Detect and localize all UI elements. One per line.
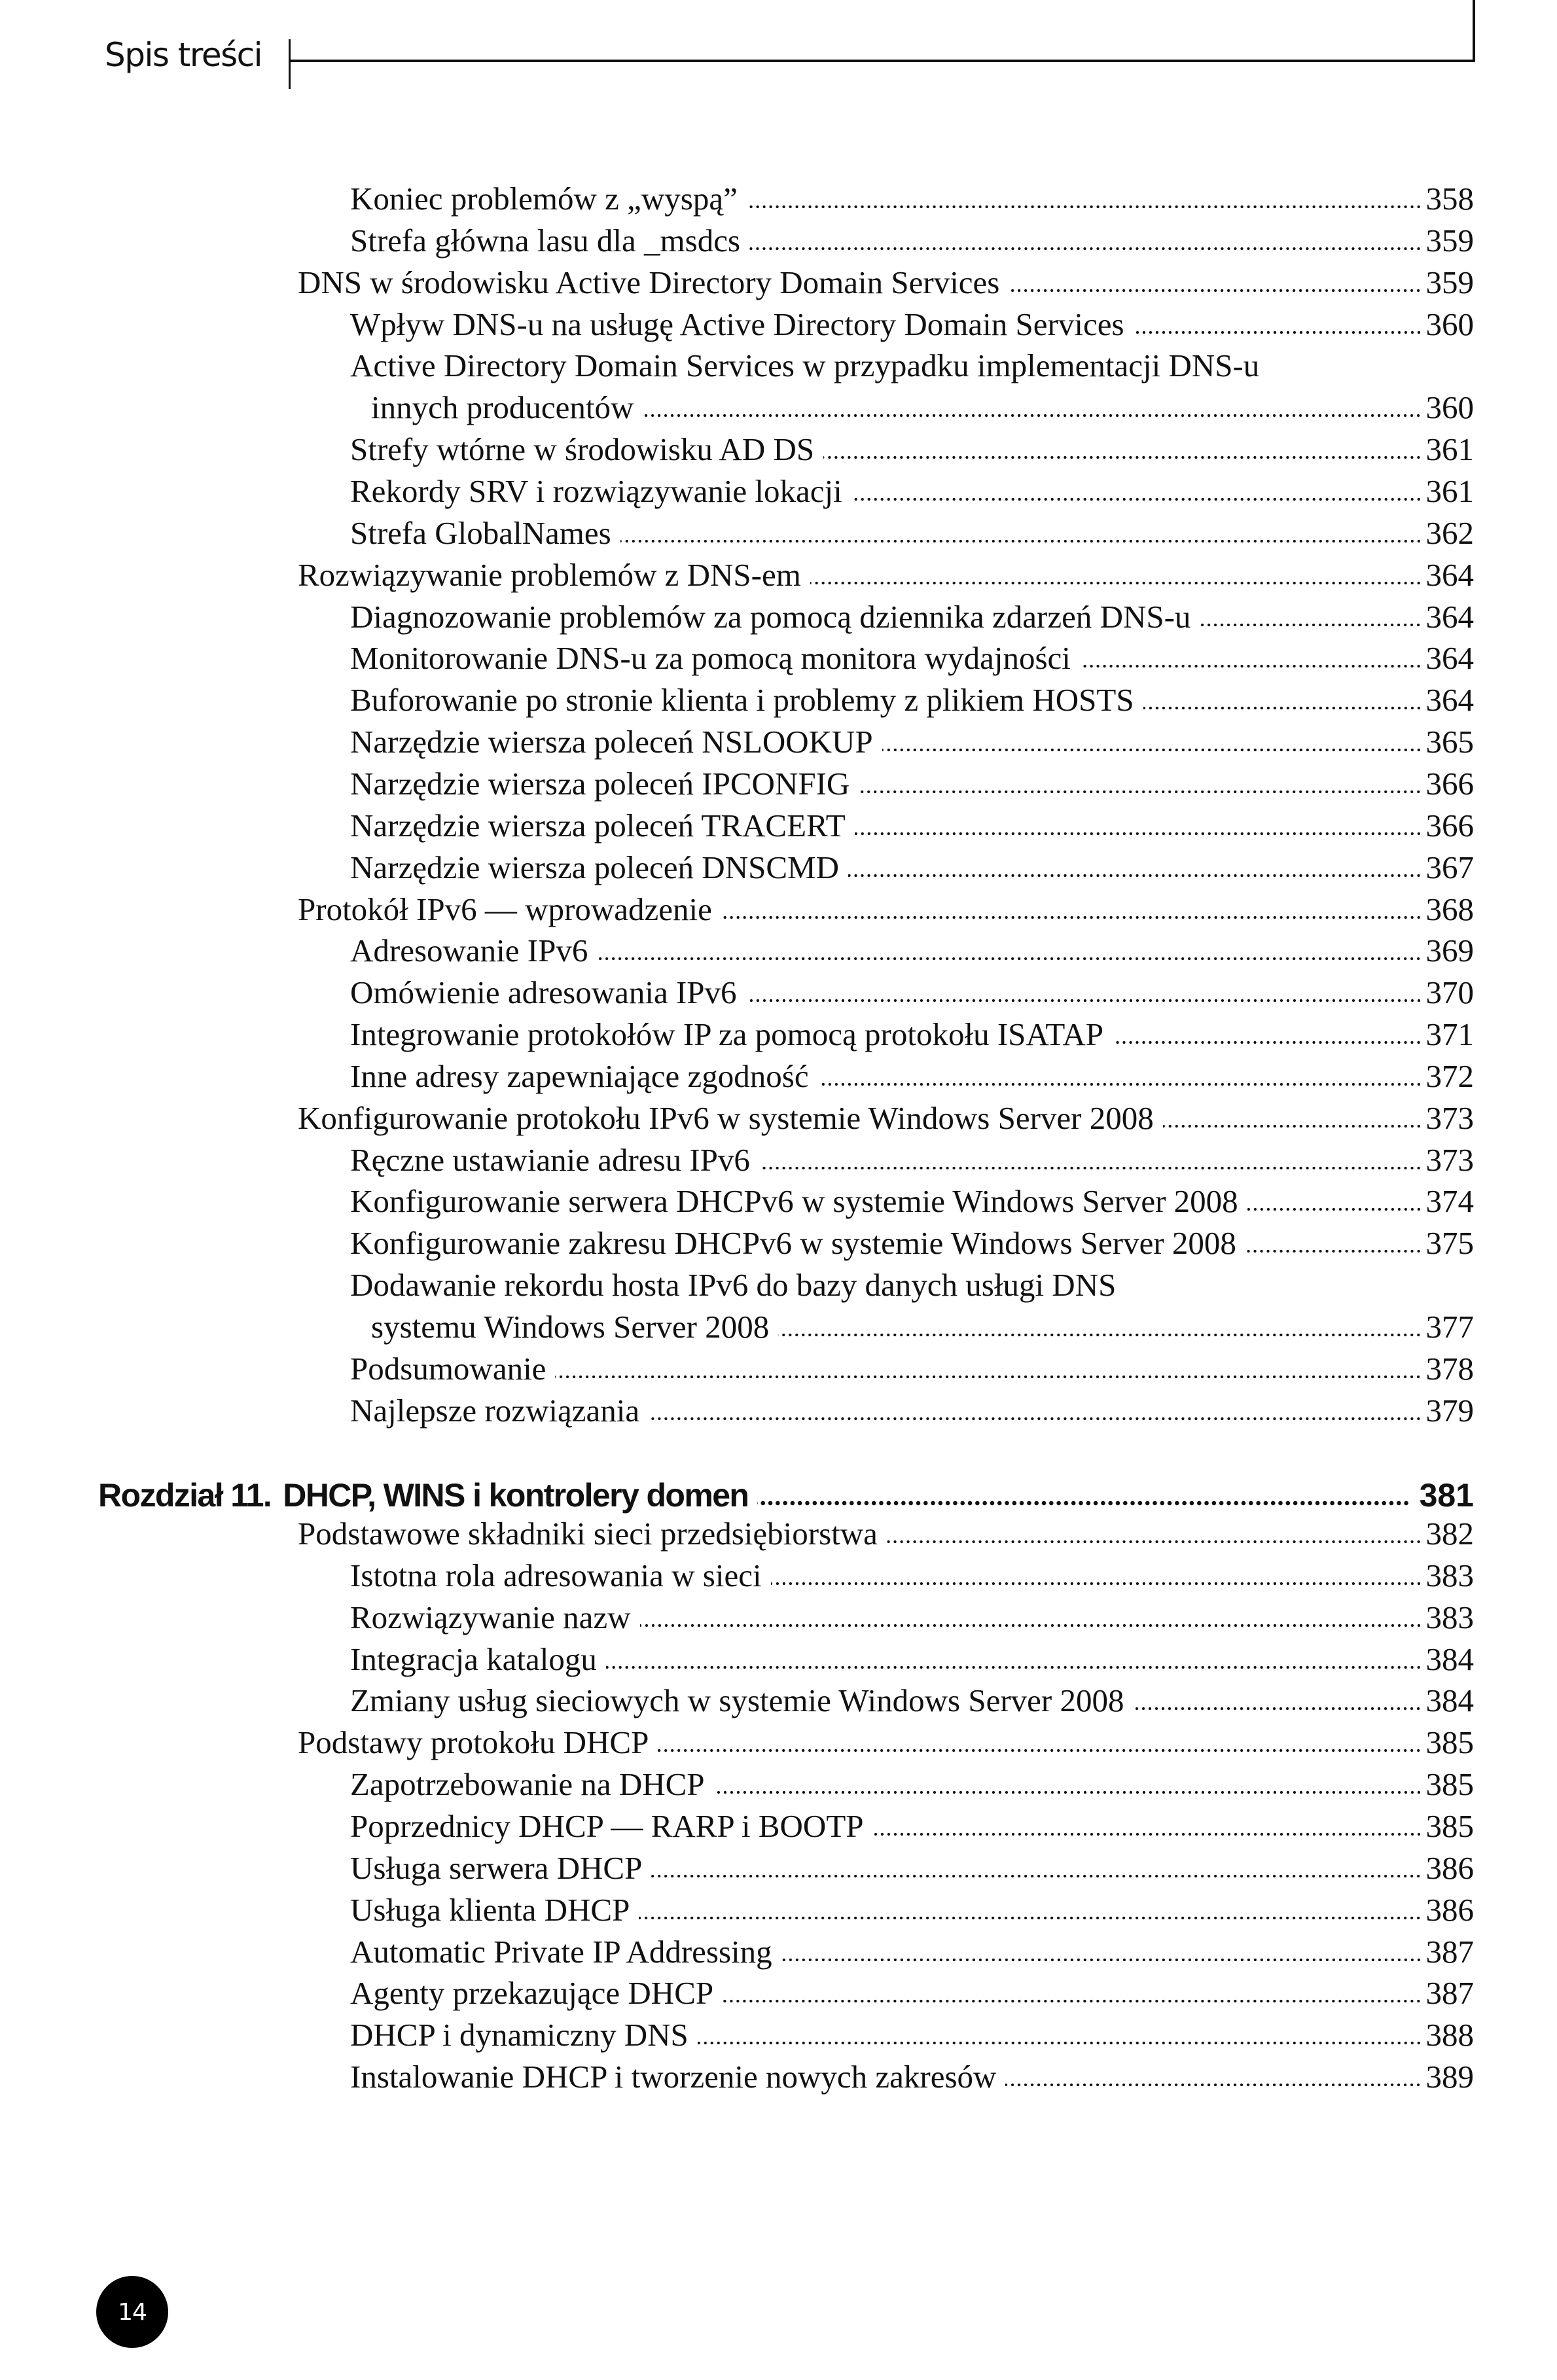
dot-leader bbox=[714, 1790, 1422, 1794]
toc-entry[interactable] bbox=[298, 1513, 1474, 1555]
toc-entry[interactable] bbox=[350, 1847, 1474, 1889]
toc-entry-title: Zmiany usług sieciowych w systemie Windows Server 2008 bbox=[350, 1682, 1124, 1719]
toc-entry-wrapped[interactable] bbox=[350, 345, 1474, 387]
toc-entry-page-number: 389 bbox=[1425, 2059, 1474, 2095]
dot-leader bbox=[723, 1999, 1422, 2003]
toc-entry[interactable] bbox=[350, 304, 1474, 346]
toc-entry-title: Buforowanie po stronie klienta i problemy z plikiem HOSTS bbox=[350, 682, 1134, 719]
toc-entry-page-number: 368 bbox=[1425, 891, 1474, 927]
toc-entry-title: Integrowanie protokołów IP za pomocą protokołu ISATAP bbox=[350, 1016, 1103, 1052]
dot-leader bbox=[859, 790, 1422, 794]
toc-entry-title: Automatic Private IP Addressing bbox=[350, 1933, 772, 1970]
toc-entry[interactable] bbox=[350, 763, 1474, 805]
toc-entry[interactable] bbox=[350, 1680, 1474, 1722]
toc-entry-page-number: 362 bbox=[1425, 514, 1474, 551]
toc-entry[interactable] bbox=[350, 805, 1474, 847]
toc-entry-title: Diagnozowanie problemów za pomocą dziennika zdarzeń DNS-u bbox=[350, 598, 1191, 635]
dot-leader bbox=[597, 957, 1422, 961]
dot-leader bbox=[1245, 1249, 1422, 1253]
toc-entry-page-number: 379 bbox=[1425, 1392, 1474, 1429]
toc-entry-title: Instalowanie DHCP i tworzenie nowych zakresów bbox=[350, 2059, 997, 2095]
toc-entry-title: Strefa główna lasu dla _msdcs bbox=[350, 222, 741, 258]
header-rule bbox=[289, 60, 1475, 62]
dot-leader bbox=[639, 1916, 1422, 1920]
header-tick-divider bbox=[289, 39, 291, 89]
toc-entry-title: Monitorowanie DNS-u za pomocą monitora wydajności bbox=[350, 640, 1071, 677]
dot-leader bbox=[757, 1501, 1410, 1506]
toc-entry-page-number: 385 bbox=[1425, 1724, 1474, 1761]
dot-leader bbox=[620, 539, 1422, 543]
toc-entry-page-number: 387 bbox=[1425, 1933, 1474, 1970]
toc-entry[interactable] bbox=[350, 596, 1474, 638]
toc-entry-title: Agenty przekazujące DHCP bbox=[350, 1975, 714, 2012]
dot-leader bbox=[651, 1874, 1422, 1878]
toc-entry[interactable] bbox=[350, 1390, 1474, 1432]
toc-entry[interactable] bbox=[350, 847, 1474, 889]
dot-leader bbox=[747, 205, 1422, 209]
toc-entry-title: Active Directory Domain Services w przypadku implementacji DNS-u bbox=[350, 347, 1260, 384]
dot-leader bbox=[882, 748, 1422, 752]
dot-leader bbox=[1200, 623, 1422, 627]
dot-leader bbox=[640, 1624, 1422, 1627]
toc-entry[interactable] bbox=[350, 1014, 1474, 1056]
toc-entry-page-number: 364 bbox=[1425, 598, 1474, 635]
toc-entry-title: DHCP i dynamiczny DNS bbox=[350, 2017, 689, 2053]
toc-entry-title: Zapotrzebowanie na DHCP bbox=[350, 1766, 705, 1803]
running-head-title: Spis treści bbox=[105, 36, 262, 74]
dot-leader bbox=[555, 1375, 1422, 1379]
toc-entry[interactable] bbox=[350, 429, 1474, 471]
dot-leader bbox=[1134, 330, 1422, 334]
toc-entry-title: Usługa klienta DHCP bbox=[350, 1891, 630, 1928]
toc-entry[interactable] bbox=[350, 178, 1474, 220]
toc-entry[interactable] bbox=[298, 1722, 1474, 1764]
toc-entry[interactable] bbox=[350, 471, 1474, 512]
dot-leader bbox=[1143, 706, 1422, 710]
toc-entry-page-number: 359 bbox=[1425, 264, 1474, 300]
toc-entry[interactable] bbox=[350, 1222, 1474, 1264]
toc-entry-page-number: 372 bbox=[1425, 1057, 1474, 1094]
page-number-badge bbox=[96, 2276, 168, 2348]
toc-entry[interactable] bbox=[350, 1555, 1474, 1597]
dot-leader bbox=[698, 2041, 1422, 2045]
toc-entry-page-number: 373 bbox=[1425, 1141, 1474, 1178]
dot-leader bbox=[1113, 1040, 1422, 1044]
dot-leader bbox=[649, 1417, 1422, 1421]
dot-leader bbox=[1009, 289, 1422, 293]
toc-entry-page-number: 358 bbox=[1425, 181, 1474, 217]
toc-entry-title: Omówienie adresowania IPv6 bbox=[350, 974, 737, 1011]
toc-entry-title: Narzędzie wiersza poleceń IPCONFIG bbox=[350, 765, 850, 802]
toc-entry-title: Strefy wtórne w środowisku AD DS bbox=[350, 431, 815, 468]
dot-leader bbox=[887, 1540, 1422, 1544]
toc-entry-page-number: 374 bbox=[1425, 1183, 1474, 1220]
toc-entry-page-number: 377 bbox=[1425, 1309, 1474, 1345]
toc-entry-page-number: 385 bbox=[1425, 1766, 1474, 1803]
toc-entry-title: Integracja katalogu bbox=[350, 1641, 597, 1677]
toc-entry-title: DNS w środowisku Active Directory Domain Services bbox=[298, 264, 1000, 300]
toc-entry-page-number: 361 bbox=[1425, 431, 1474, 468]
toc-entry-page-number: 386 bbox=[1425, 1849, 1474, 1886]
dot-leader bbox=[771, 1582, 1422, 1586]
toc-entry-title: Dodawanie rekordu hosta IPv6 do bazy danych usługi DNS bbox=[350, 1267, 1117, 1304]
toc-entry[interactable] bbox=[350, 1597, 1474, 1639]
toc-entry[interactable] bbox=[298, 889, 1474, 931]
toc-entry-page-number: 364 bbox=[1425, 640, 1474, 677]
toc-entry[interactable] bbox=[298, 554, 1474, 596]
toc-entry-page-number: 383 bbox=[1425, 1599, 1474, 1635]
toc-entry-page-number: 365 bbox=[1425, 724, 1474, 760]
toc-entry-title: Konfigurowanie protokołu IPv6 w systemie Windows Server 2008 bbox=[298, 1099, 1154, 1136]
toc-entry[interactable] bbox=[350, 972, 1474, 1014]
dot-leader bbox=[1133, 1707, 1422, 1711]
toc-entry-title: Strefa GlobalNames bbox=[350, 514, 611, 551]
toc-entry-page-number: 387 bbox=[1425, 1975, 1474, 2012]
toc-entry[interactable] bbox=[371, 1306, 1474, 1348]
toc-entry-page-number: 359 bbox=[1425, 222, 1474, 258]
toc-entry-page-number: 366 bbox=[1425, 807, 1474, 844]
toc-entry-page-number: 369 bbox=[1425, 932, 1474, 969]
toc-entry[interactable] bbox=[350, 1139, 1474, 1181]
toc-entry[interactable] bbox=[298, 1097, 1474, 1139]
toc-entry[interactable] bbox=[350, 1181, 1474, 1222]
chapter-page-number: 381 bbox=[1419, 1477, 1474, 1514]
toc-chapter-heading[interactable] bbox=[98, 1474, 1474, 1516]
dot-leader bbox=[781, 1958, 1422, 1962]
toc-entry-title: Podstawy protokołu DHCP bbox=[298, 1724, 649, 1761]
chapter-label: Rozdział 11. bbox=[98, 1477, 272, 1514]
dot-leader bbox=[848, 874, 1422, 878]
dot-leader bbox=[658, 1749, 1422, 1752]
dot-leader bbox=[749, 247, 1422, 251]
dot-leader bbox=[1080, 664, 1422, 668]
dot-leader bbox=[851, 497, 1422, 501]
toc-entry-page-number: 384 bbox=[1425, 1641, 1474, 1677]
toc-entry-title: Protokół IPv6 — wprowadzenie bbox=[298, 891, 712, 927]
toc-entry[interactable] bbox=[371, 387, 1474, 429]
toc-entry-page-number: 364 bbox=[1425, 556, 1474, 593]
toc-entry[interactable] bbox=[350, 2056, 1474, 2098]
toc-entry-title: Istotna rola adresowania w sieci bbox=[350, 1557, 762, 1593]
dot-leader bbox=[1247, 1207, 1422, 1211]
toc-entry[interactable] bbox=[350, 2014, 1474, 2056]
toc-entry-title: innych producentów bbox=[371, 389, 634, 426]
dot-leader bbox=[606, 1665, 1422, 1669]
dot-leader bbox=[855, 832, 1422, 836]
toc-entry-page-number: 360 bbox=[1425, 306, 1474, 342]
toc-entry-page-number: 384 bbox=[1425, 1682, 1474, 1719]
toc-entry-title: Rozwiązywanie problemów z DNS-em bbox=[298, 556, 801, 593]
toc-entry-title: systemu Windows Server 2008 bbox=[371, 1309, 770, 1345]
dot-leader bbox=[1163, 1124, 1422, 1128]
dot-leader bbox=[810, 581, 1422, 585]
toc-entry-page-number: 375 bbox=[1425, 1225, 1474, 1262]
toc-entry[interactable] bbox=[350, 1764, 1474, 1805]
toc-entry-page-number: 360 bbox=[1425, 389, 1474, 426]
toc-entry[interactable] bbox=[350, 1348, 1474, 1390]
chapter-title: DHCP, WINS i kontrolery domen bbox=[283, 1477, 749, 1514]
toc-entry-page-number: 373 bbox=[1425, 1099, 1474, 1136]
toc-entry-title: Adresowanie IPv6 bbox=[350, 932, 588, 969]
toc-entry[interactable] bbox=[350, 1931, 1474, 1973]
dot-leader bbox=[643, 414, 1422, 417]
toc-entry-title: Konfigurowanie serwera DHCPv6 w systemie Windows Server 2008 bbox=[350, 1183, 1238, 1220]
toc-entry-page-number: 382 bbox=[1425, 1516, 1474, 1552]
toc-entry-page-number: 366 bbox=[1425, 765, 1474, 802]
toc-entry[interactable] bbox=[350, 220, 1474, 262]
dot-leader bbox=[818, 1082, 1422, 1086]
toc-entry-page-number: 378 bbox=[1425, 1350, 1474, 1387]
page-number: 14 bbox=[118, 2298, 147, 2326]
toc-entry-title: Poprzednicy DHCP — RARP i BOOTP bbox=[350, 1807, 864, 1844]
toc-entry[interactable] bbox=[350, 1805, 1474, 1847]
toc-entry[interactable] bbox=[350, 1639, 1474, 1680]
dot-leader bbox=[1005, 2083, 1422, 2087]
toc-entry-title: Ręczne ustawianie adresu IPv6 bbox=[350, 1141, 750, 1178]
toc-entry-title: Usługa serwera DHCP bbox=[350, 1849, 643, 1886]
dot-leader bbox=[759, 1166, 1422, 1170]
toc-entry-page-number: 361 bbox=[1425, 473, 1474, 509]
toc-entry[interactable] bbox=[350, 637, 1474, 679]
toc-entry-title: Wpływ DNS-u na usługę Active Directory Domain Services bbox=[350, 306, 1124, 342]
dot-leader bbox=[873, 1832, 1422, 1836]
toc-entry-title: Podsumowanie bbox=[350, 1350, 546, 1387]
toc-entry[interactable] bbox=[350, 1889, 1474, 1931]
toc-entry[interactable] bbox=[350, 1056, 1474, 1097]
toc-entry[interactable] bbox=[350, 679, 1474, 721]
toc-entry-title: Inne adresy zapewniające zgodność bbox=[350, 1057, 809, 1094]
dot-leader bbox=[823, 455, 1422, 459]
toc-entry[interactable] bbox=[350, 930, 1474, 972]
toc-entry-page-number: 385 bbox=[1425, 1807, 1474, 1844]
toc-entry-page-number: 367 bbox=[1425, 849, 1474, 885]
dot-leader bbox=[721, 915, 1422, 919]
header-right-rule bbox=[1473, 0, 1475, 62]
toc-entry-page-number: 386 bbox=[1425, 1891, 1474, 1928]
toc-entry[interactable] bbox=[298, 262, 1474, 304]
toc-entry-title: Podstawowe składniki sieci przedsiębiorstwa bbox=[298, 1516, 878, 1552]
toc-entry-page-number: 370 bbox=[1425, 974, 1474, 1011]
toc-entry-title: Rozwiązywanie nazw bbox=[350, 1599, 631, 1635]
dot-leader bbox=[778, 1333, 1422, 1337]
toc-entry-page-number: 364 bbox=[1425, 682, 1474, 719]
toc-entry-wrapped[interactable] bbox=[350, 1264, 1474, 1306]
toc-entry-page-number: 388 bbox=[1425, 2017, 1474, 2053]
toc-entry-title: Konfigurowanie zakresu DHCPv6 w systemie Windows Server 2008 bbox=[350, 1225, 1236, 1262]
toc-entry-title: Narzędzie wiersza poleceń DNSCMD bbox=[350, 849, 839, 885]
toc-entry-title: Narzędzie wiersza poleceń NSLOOKUP bbox=[350, 724, 873, 760]
toc-entry-page-number: 383 bbox=[1425, 1557, 1474, 1593]
toc-entry-title: Rekordy SRV i rozwiązywanie lokacji bbox=[350, 473, 842, 509]
toc-entry-title: Najlepsze rozwiązania bbox=[350, 1392, 640, 1429]
toc-entry[interactable] bbox=[350, 1972, 1474, 2014]
toc-entry-title: Koniec problemów z „wyspą” bbox=[350, 181, 738, 217]
dot-leader bbox=[746, 999, 1422, 1003]
toc-entry-title: Narzędzie wiersza poleceń TRACERT bbox=[350, 807, 846, 844]
toc-entry-page-number: 371 bbox=[1425, 1016, 1474, 1052]
toc-entry[interactable] bbox=[350, 721, 1474, 763]
toc-entry[interactable] bbox=[350, 512, 1474, 554]
